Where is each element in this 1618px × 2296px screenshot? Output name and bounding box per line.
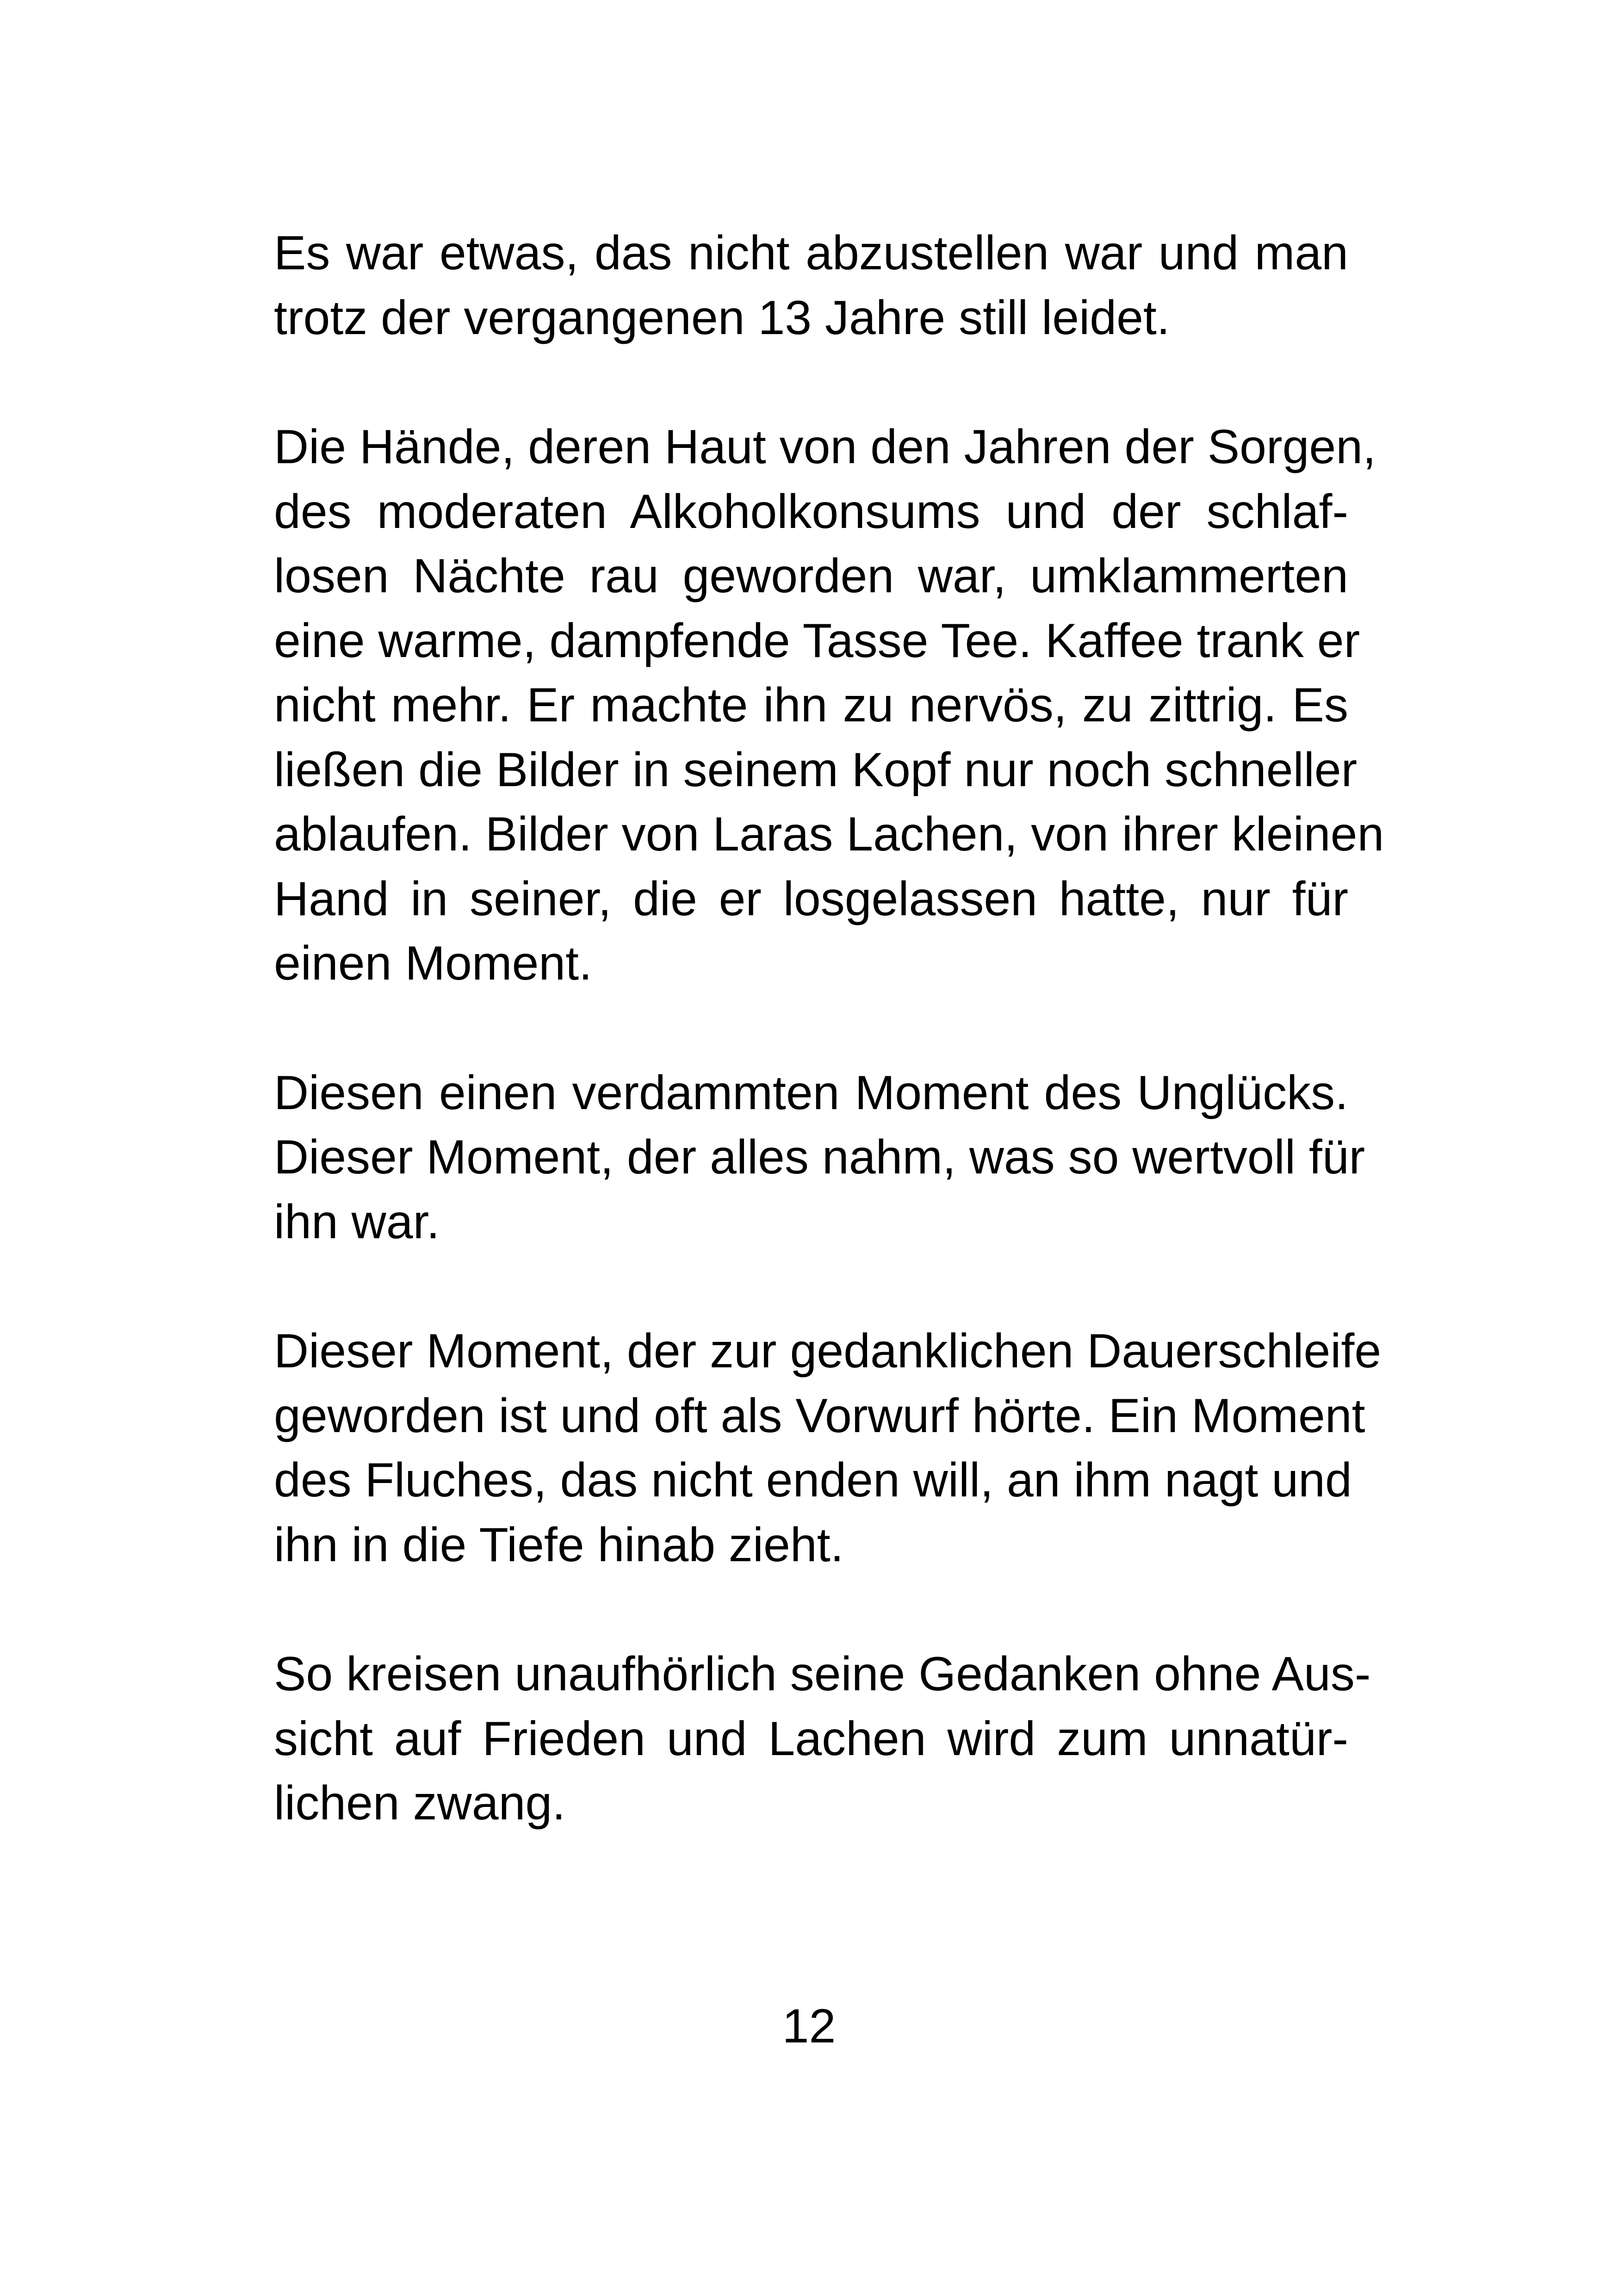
text-line: ließen die Bilder in seinem Kopf nur noch schneller [274,743,1358,797]
paragraph-3 [274,1061,1365,1255]
text-line: sicht auf Frieden und Lachen wird zum unnatür- [274,1712,1348,1766]
text-line: Diesen einen verdammten Moment des Unglücks. [274,1066,1348,1120]
text-line: des moderaten Alkoholkonsums und der schlaf- [274,484,1348,539]
text-line: ihn in die Tiefe hinab zieht. [274,1518,844,1572]
text-line: ablaufen. Bilder von Laras Lachen, von ihrer kleinen [274,807,1384,861]
text-line: So kreisen unaufhörlich seine Gedanken ohne Aus- [274,1647,1371,1701]
text-line: Dieser Moment, der alles nahm, was so wertvoll für [274,1130,1365,1184]
text-line: trotz der vergangenen 13 Jahre still leidet. [274,291,1170,345]
text-line: einen Moment. [274,937,592,990]
text-line: eine warme, dampfende Tasse Tee. Kaffee trank er [274,614,1360,668]
paragraph-4 [274,1319,1382,1577]
text-line: Dieser Moment, der zur gedanklichen Dauerschleife [274,1324,1382,1378]
text-line: Es war etwas, das nicht abzustellen war und man [274,226,1348,280]
text-line: Hand in seiner, die er losgelassen hatte, nur für [274,872,1348,926]
paragraph-1 [274,221,1348,350]
paragraph-5 [274,1642,1371,1836]
text-line: losen Nächte rau geworden war, umklammerten [274,549,1348,603]
text-line: lichen zwang. [274,1776,566,1830]
text-line: nicht mehr. Er machte ihn zu nervös, zu zittrig. Es [274,678,1348,732]
text-line: ihn war. [274,1195,440,1249]
paragraph-2 [274,415,1384,996]
page-number: 12 [782,1999,836,2053]
text-line: des Fluches, das nicht enden will, an ihm nagt und [274,1453,1352,1507]
text-line: Die Hände, deren Haut von den Jahren der Sorgen, [274,420,1376,474]
text-line: geworden ist und oft als Vorwurf hörte. Ein Moment [274,1389,1365,1443]
body-text [274,221,1384,1836]
